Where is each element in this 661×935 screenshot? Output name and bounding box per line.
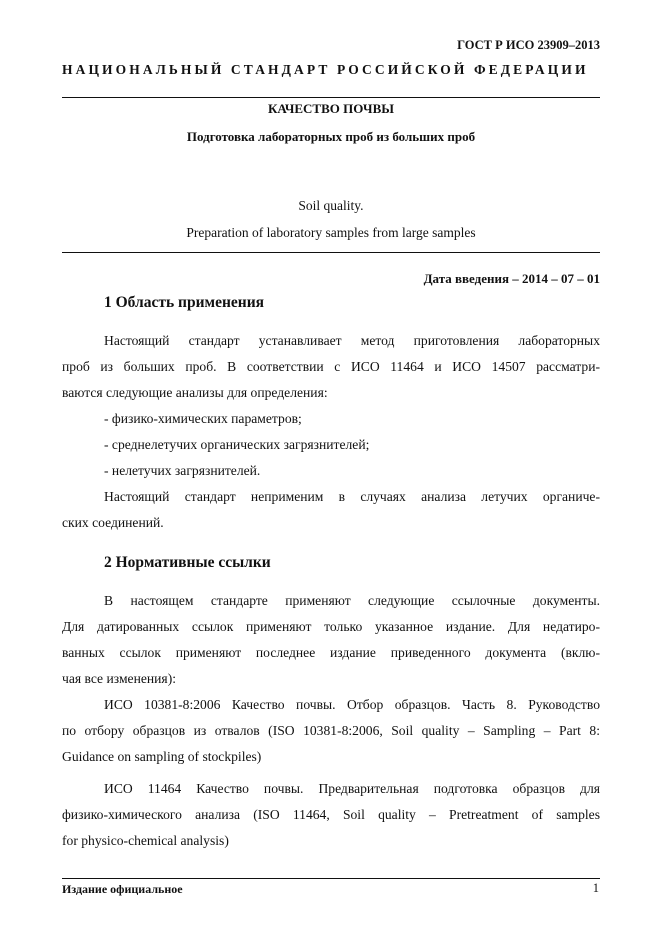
bullet-item: - нелетучих загрязнителей. (104, 463, 261, 478)
top-divider (62, 97, 600, 98)
section-1-heading: 1 Область применения (104, 294, 265, 311)
title-en-sub: Preparation of laboratory samples from large samples (186, 225, 476, 240)
section-2-heading: 2 Нормативные ссылки (104, 554, 271, 571)
title-ru-main: КАЧЕСТВО ПОЧВЫ (267, 101, 395, 116)
section-1-para2-line2: ских соединений. (62, 515, 164, 530)
title-en-main: Soil quality. (298, 198, 364, 213)
national-standard-title: НАЦИОНАЛЬНЫЙ СТАНДАРТ РОССИЙСКОЙ ФЕДЕРАЦИИ (62, 62, 589, 77)
reference-1-line3: Guidance on sampling of stockpiles) (62, 749, 262, 764)
bullet-item: - среднелетучих органических загрязнителей; (104, 437, 370, 452)
section-2-para1-line4: чая все изменения): (62, 671, 176, 686)
section-1-para2-line1: Настоящий стандарт неприменим в случаях анализа летучих органиче- (104, 489, 600, 504)
reference-1-line1: ИСО 10381-8:2006 Качество почвы. Отбор образцов. Часть 8. Руководство (104, 697, 600, 712)
reference-2-line2: физико-химического анализа (ISO 11464, Soil quality – Pretreatment of samples (62, 807, 600, 822)
reference-2-line1: ИСО 11464 Качество почвы. Предварительная подготовка образцов для (104, 781, 600, 796)
footer-divider (62, 878, 600, 879)
bullet-item: - физико-химических параметров; (104, 411, 302, 426)
reference-2-line3: for physico-chemical analysis) (62, 833, 229, 848)
title-ru-sub: Подготовка лабораторных проб из больших проб (186, 129, 476, 144)
section-1-para1-line3: ваются следующие анализы для определения: (62, 385, 328, 400)
page-number: 1 (592, 881, 599, 895)
edition-label: Издание официальное (62, 882, 183, 896)
section-2-para1-line1: В настоящем стандарте применяют следующие ссылочные документы. (104, 593, 600, 608)
section-1-para1-line2: проб из больших проб. В соответствии с ИСО 11464 и ИСО 14507 рассматри- (62, 359, 600, 374)
title-divider (62, 252, 600, 253)
section-1-para1-line1: Настоящий стандарт устанавливает метод приготовления лабораторных (104, 333, 600, 348)
introduction-date: Дата введения – 2014 – 07 – 01 (423, 271, 600, 286)
reference-1-line2: по отбору образцов из отвалов (ISO 10381-8:2006, Soil quality – Sampling – Part 8: (62, 723, 600, 738)
section-2-para1-line3: ванных ссылок применяют последнее издание приведенного документа (вклю- (62, 645, 600, 660)
document-code: ГОСТ Р ИСО 23909–2013 (457, 38, 600, 52)
section-2-para1-line2: Для датированных ссылок применяют только указанное издание. Для недатиро- (62, 619, 600, 634)
